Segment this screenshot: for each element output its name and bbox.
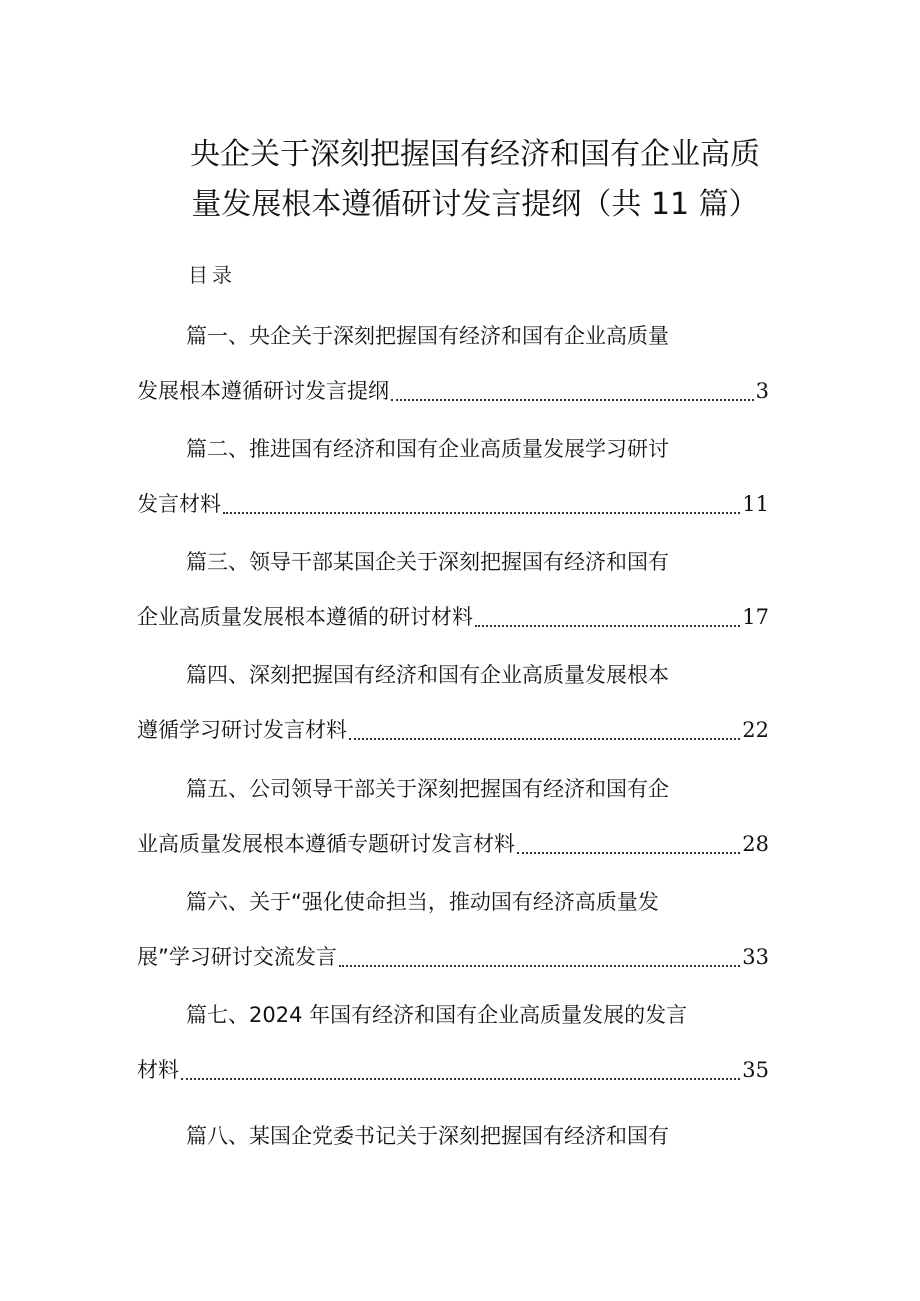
toc-entry-title-continued: 展”学习研讨交流发言: [137, 945, 337, 969]
toc-entry-continuation: [137, 712, 769, 748]
title-line-2: 量发展根本遵循研讨发言提纲（共 11 篇）: [191, 187, 759, 222]
toc-entry-title: 篇八、某国企党委书记关于深刻把握国有经济和国有: [186, 1124, 669, 1148]
toc-entry-continuation: [137, 599, 769, 635]
toc-entry-continuation: [137, 1052, 769, 1088]
toc-entry-title-continued: 发言材料: [137, 492, 221, 516]
toc-entry-title: 篇七、2024 年国有经济和国有企业高质量发展的发言: [186, 1003, 688, 1027]
toc-entry-title: 篇四、深刻把握国有经济和国有企业高质量发展根本: [186, 663, 669, 687]
toc-entry-title-continued: 遵循学习研讨发言材料: [137, 718, 347, 742]
toc-page-number: 11: [742, 492, 769, 516]
toc-page-number: 22: [742, 718, 769, 742]
document-title: [130, 130, 820, 230]
toc-page-number: 28: [742, 832, 769, 856]
toc-heading: 目录: [188, 263, 236, 287]
toc-entry-title: 篇五、公司领导干部关于深刻把握国有经济和国有企: [186, 777, 669, 801]
toc-page-number: 33: [742, 945, 769, 969]
toc-entry-continuation: [137, 373, 769, 409]
toc-page-number: 17: [742, 605, 769, 629]
dot-leader: [349, 702, 740, 740]
toc-entry-title-continued: 业高质量发展根本遵循专题研讨发言材料: [137, 832, 515, 856]
toc-entry-title: 篇一、央企关于深刻把握国有经济和国有企业高质量: [186, 324, 669, 348]
dot-leader: [339, 929, 740, 967]
toc-entry-title: 篇六、关于“强化使命担当，推动国有经济高质量发: [186, 890, 659, 914]
dot-leader: [475, 589, 740, 627]
toc-entry-continuation: [137, 939, 769, 975]
toc-page-number: 3: [755, 379, 769, 403]
dot-leader: [181, 1042, 740, 1080]
toc-entry-continuation: [137, 826, 769, 862]
toc-entry-continuation: [137, 486, 769, 522]
dot-leader: [223, 476, 740, 514]
toc-entry-title: 篇三、领导干部某国企关于深刻把握国有经济和国有: [186, 550, 669, 574]
dot-leader: [517, 816, 740, 854]
dot-leader: [391, 363, 754, 401]
toc-entry-title: 篇二、推进国有经济和国有企业高质量发展学习研讨: [186, 437, 669, 461]
title-line-1: 央企关于深刻把握国有经济和国有企业高质: [190, 137, 760, 172]
toc-entry-title-continued: 材料: [137, 1058, 179, 1082]
toc-entry-title-continued: 发展根本遵循研讨发言提纲: [137, 379, 389, 403]
toc-page-number: 35: [742, 1058, 769, 1082]
toc-entry-title-continued: 企业高质量发展根本遵循的研讨材料: [137, 605, 473, 629]
